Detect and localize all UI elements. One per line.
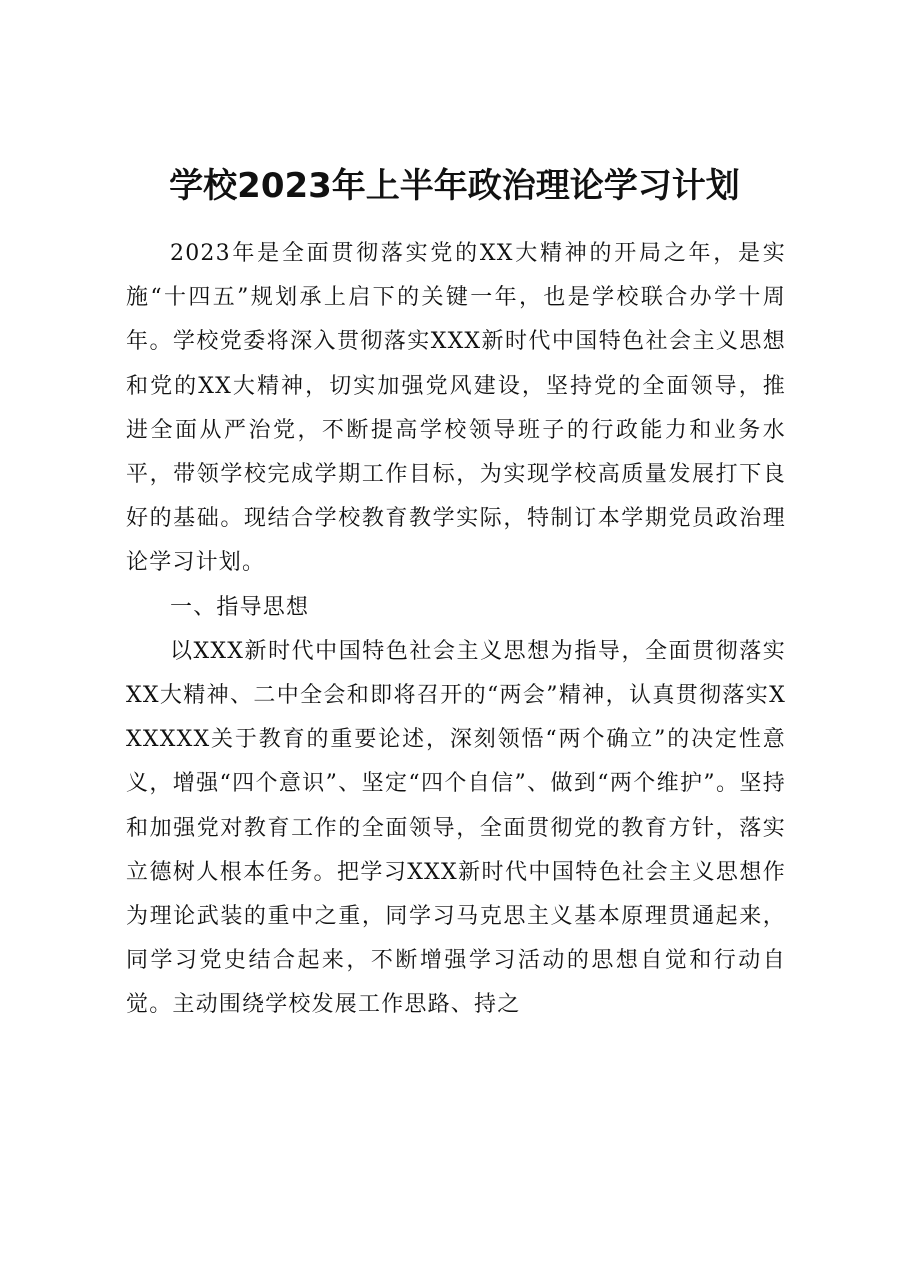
guiding-ideology-paragraph: 以XXX新时代中国特色社会主义思想为指导，全面贯彻落实XX大精神、二中全会和即将召开的“两会”精神，认真贯彻落实XXXXXX关于教育的重要论述，深刻领悟“两个确立”的决定性意义，增强“四个意识”、坚定“四个自信”、做到“两个维护”。坚持和加强党对教育工作的全面领导，全面贯彻党的教育方针，落实立德树人根本任务。把学习XXX新时代中国特色社会主义思想作为理论武装的重中之重，同学习马克思主义基本原理贯通起来，同学习党史结合起来，不断增强学习活动的思想自觉和行动自觉。主动围绕学校发展工作思路、持之	[126, 638, 786, 1018]
document-title: 学校2023年上半年政治理论学习计划	[169, 166, 740, 206]
section-heading-guiding-ideology: 一、指导思想	[170, 594, 310, 620]
document-body	[126, 232, 786, 1028]
intro-paragraph: 2023年是全面贯彻落实党的XX大精神的开局之年，是实施“十四五”规划承上启下的关键一年，也是学校联合办学十周年。学校党委将深入贯彻落实XXX新时代中国特色社会主义思想和党的XX大精神，切实加强党风建设，坚持党的全面领导，推进全面从严治党，不断提高学校领导班子的行政能力和业务水平，带领学校完成学期工作目标，为实现学校高质量发展打下良好的基础。现结合学校教育教学实际，特制订本学期党员政治理论学习计划。	[126, 241, 786, 576]
